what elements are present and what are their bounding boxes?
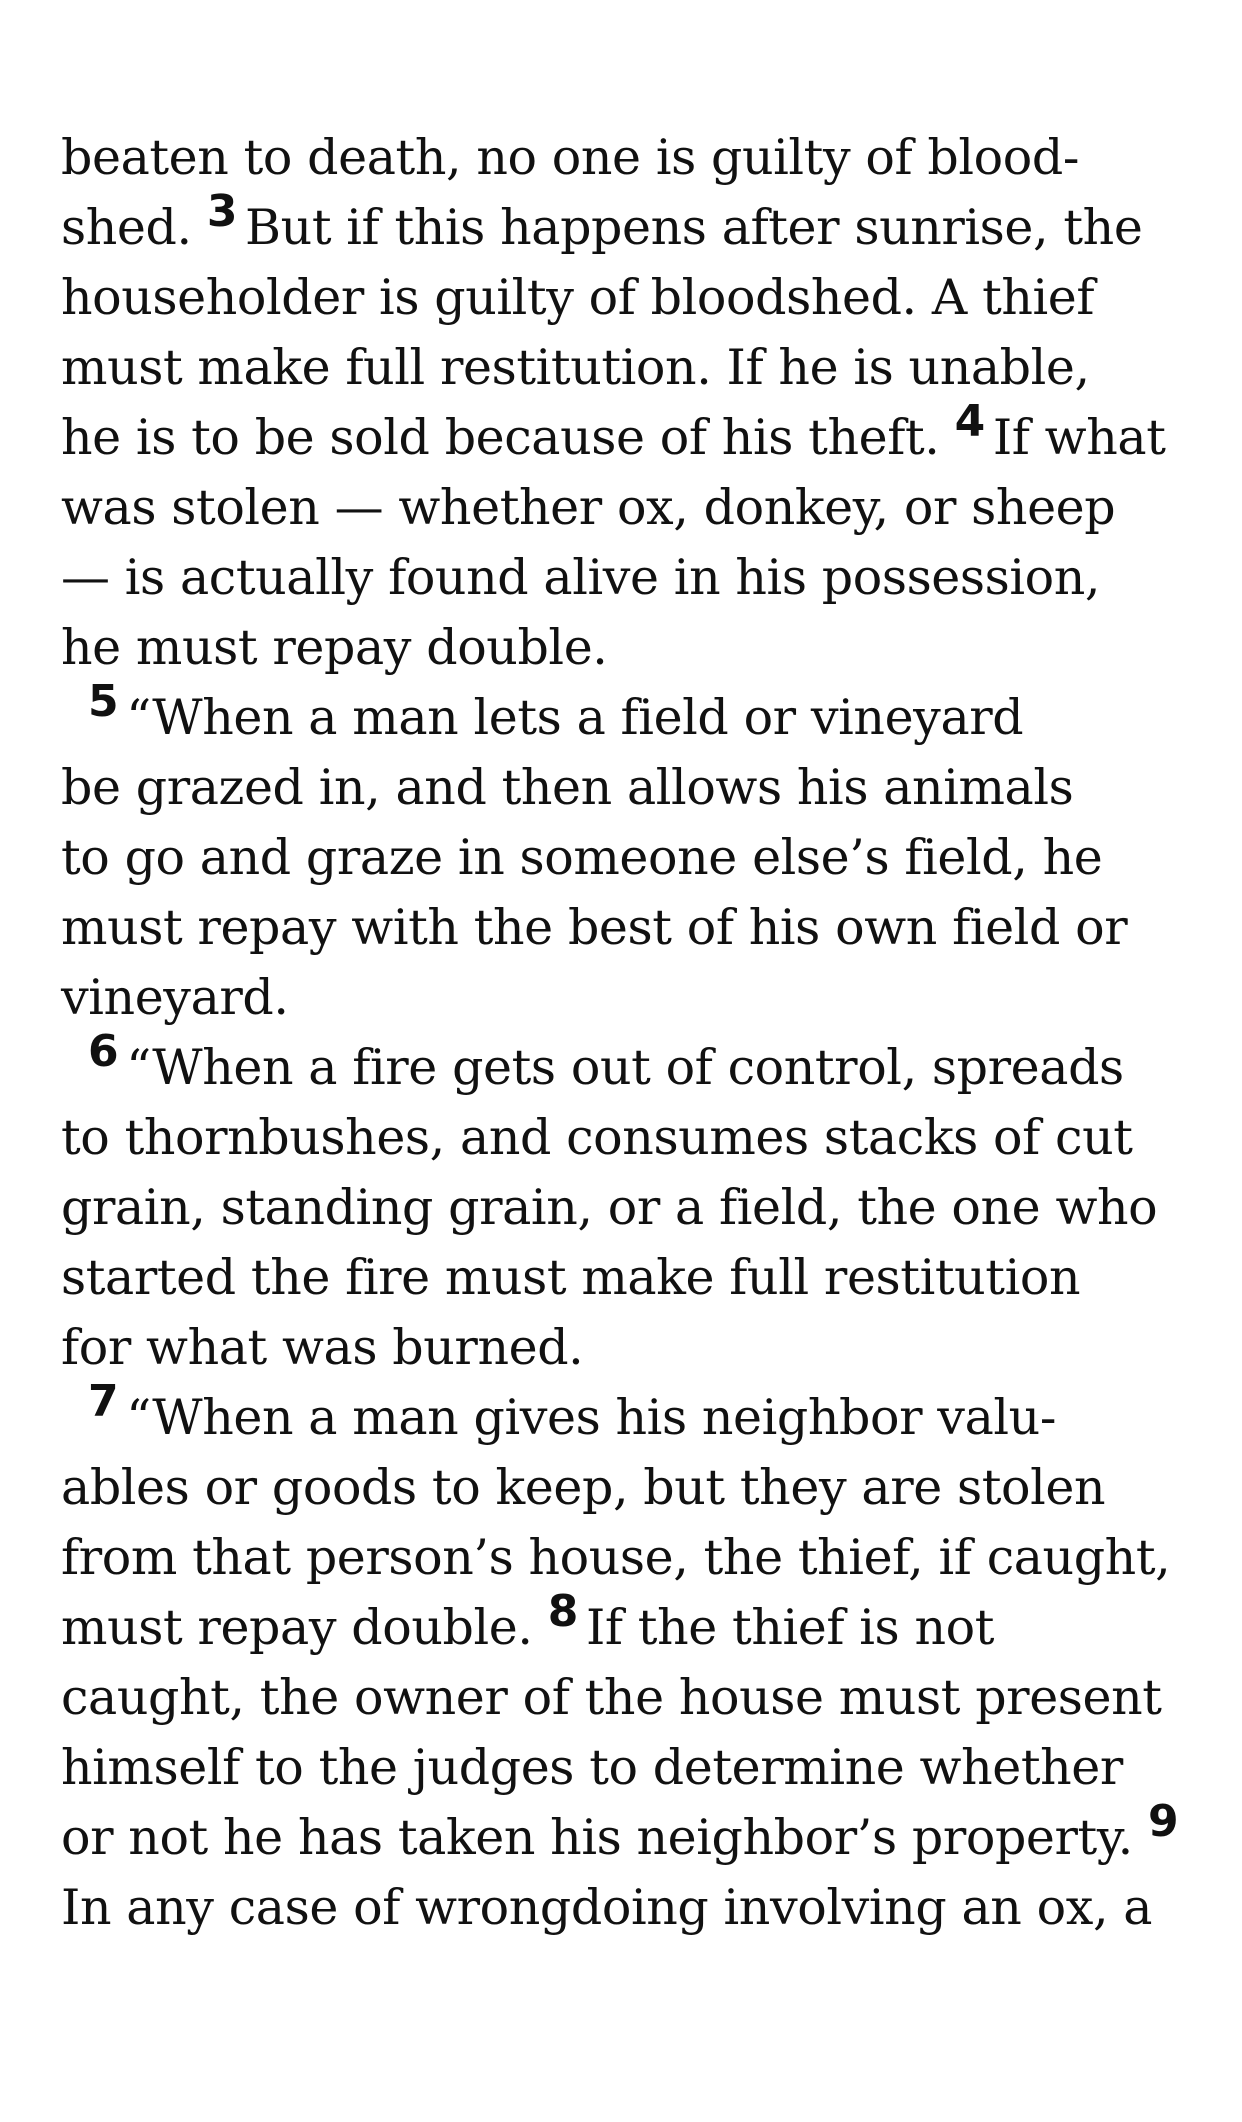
- line-text: If what: [992, 409, 1166, 466]
- text-line: [61, 1102, 1133, 1174]
- text-line: [61, 1172, 1157, 1244]
- line-text: ables or goods to keep, but they are stolen: [61, 1459, 1106, 1516]
- text-line: [61, 892, 1127, 964]
- line-text: to thornbushes, and consumes stacks of cut: [61, 1109, 1133, 1166]
- text-line: [61, 1872, 1152, 1944]
- verse-number[interactable]: 3: [206, 186, 238, 237]
- text-line: [61, 1242, 1080, 1314]
- text-line: [61, 1312, 583, 1384]
- line-text: “When a fire gets out of control, spreads: [126, 1039, 1124, 1096]
- line-text: was stolen — whether ox, donkey, or sheep: [61, 479, 1116, 536]
- line-text: “When a man lets a field or vineyard: [126, 689, 1024, 746]
- text-line: [61, 1522, 1170, 1594]
- verse-number[interactable]: 6: [88, 1026, 119, 1077]
- text-line: [61, 962, 289, 1034]
- line-text: beaten to death, no one is guilty of blood-: [61, 129, 1079, 186]
- verse-number[interactable]: 8: [547, 1586, 578, 1637]
- text-line: [61, 1586, 995, 1664]
- text-line: [61, 1026, 1124, 1104]
- line-text: be grazed in, and then allows his animals: [61, 759, 1074, 816]
- line-text: himself to the judges to determine whether: [61, 1739, 1123, 1796]
- text-line: [61, 752, 1073, 824]
- line-text: shed.: [61, 199, 207, 256]
- text-line: [61, 472, 1115, 544]
- text-line: [61, 676, 1024, 754]
- line-text: started the fire must make full restitution: [61, 1249, 1081, 1306]
- line-text: householder is guilty of bloodshed. A thief: [61, 269, 1095, 326]
- text-line: [61, 186, 1143, 264]
- line-text: must repay double.: [61, 1599, 548, 1656]
- text-line: [61, 612, 607, 684]
- verse-number[interactable]: 5: [88, 676, 119, 727]
- line-text: must make full restitution. If he is unable,: [61, 339, 1090, 396]
- line-text: If the thief is not: [585, 1599, 995, 1656]
- line-text: to go and graze in someone else’s field, he: [61, 829, 1103, 886]
- line-text: for what was burned.: [61, 1319, 584, 1376]
- text-line: [61, 1662, 1162, 1734]
- line-text: must repay with the best of his own field or: [61, 899, 1128, 956]
- text-line: [61, 332, 1090, 404]
- line-text: “When a man gives his neighbor valu-: [126, 1389, 1056, 1446]
- line-text: In any case of wrongdoing involving an ox, a: [61, 1879, 1153, 1936]
- text-line: [61, 1452, 1105, 1524]
- verse-number[interactable]: 7: [88, 1376, 119, 1427]
- line-text: from that person’s house, the thief, if caught,: [61, 1529, 1171, 1586]
- verse-number[interactable]: 4: [954, 396, 985, 447]
- text-line: [61, 1376, 1056, 1454]
- text-line: [61, 542, 1100, 614]
- line-text: he is to be sold because of his theft.: [61, 409, 955, 466]
- line-text: vineyard.: [61, 969, 289, 1026]
- text-line: [61, 122, 1079, 194]
- text-line: [61, 396, 1166, 474]
- verse-number[interactable]: 9: [1147, 1796, 1179, 1847]
- line-text: grain, standing grain, or a field, the one who: [61, 1179, 1158, 1236]
- line-text: he must repay double.: [61, 619, 608, 676]
- text-line: [61, 1796, 1186, 1874]
- line-text: But if this happens after sunrise, the: [245, 199, 1143, 256]
- line-text: caught, the owner of the house must present: [61, 1669, 1162, 1726]
- text-line: [61, 1732, 1123, 1804]
- text-line: [61, 822, 1102, 894]
- line-text: or not he has taken his neighbor’s property.: [61, 1809, 1148, 1866]
- line-text: — is actually found alive in his possession,: [61, 549, 1101, 606]
- text-line: [61, 262, 1094, 334]
